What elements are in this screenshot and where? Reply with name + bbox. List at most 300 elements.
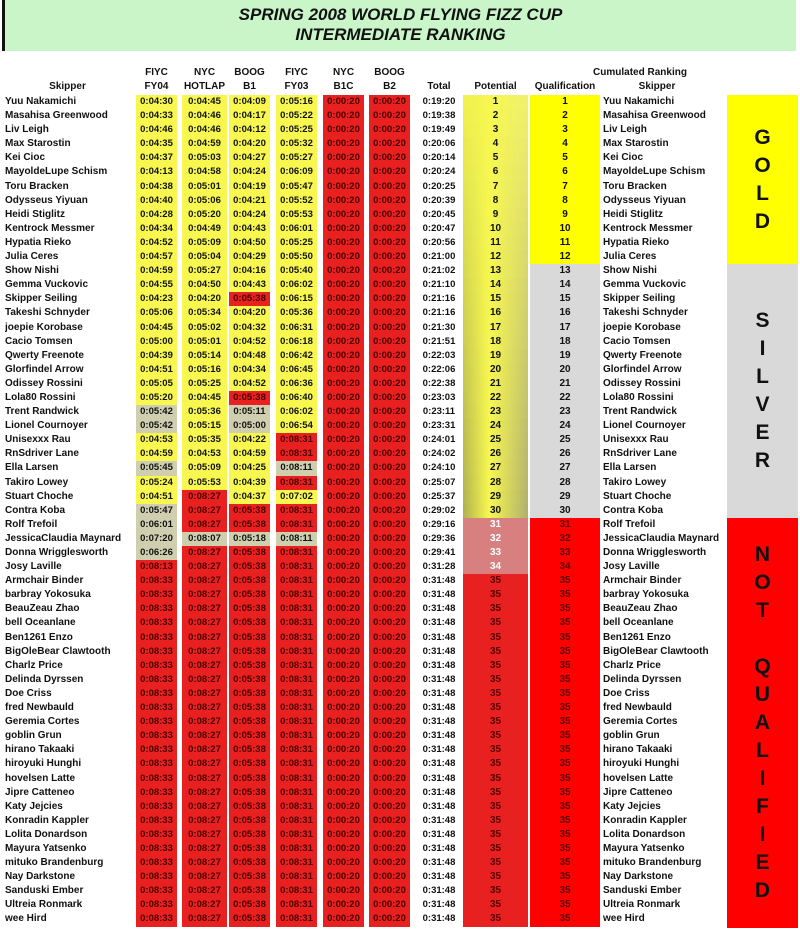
potential-rank: 35 <box>463 898 528 912</box>
race-time-5: 0:00:20 <box>323 701 364 715</box>
race-time-2: 0:04:45 <box>182 95 227 109</box>
race-time-6: 0:00:20 <box>369 476 410 490</box>
qualification-rank: 10 <box>530 222 600 236</box>
potential-rank: 30 <box>463 504 528 518</box>
race-time-1: 0:08:13 <box>136 560 177 574</box>
band-letter: L <box>756 181 769 205</box>
cumulated-skipper-name: Kentrock Messmer <box>603 222 693 234</box>
race-time-1: 0:06:26 <box>136 546 177 560</box>
potential-rank: 35 <box>463 602 528 616</box>
table-row <box>0 884 800 898</box>
skipper-name: Trent Randwick <box>5 406 79 418</box>
header-race-5-top: NYC <box>332 67 355 78</box>
race-time-6: 0:00:20 <box>369 884 410 898</box>
race-time-2: 0:08:27 <box>182 912 227 926</box>
race-time-4: 0:05:25 <box>276 123 317 137</box>
race-time-4: 0:06:18 <box>276 335 317 349</box>
total-time: 0:29:41 <box>422 547 456 558</box>
cumulated-skipper-name: hiroyuki Hunghi <box>603 758 680 770</box>
qualification-rank: 9 <box>530 208 600 222</box>
race-time-3: 0:04:34 <box>229 363 270 377</box>
race-time-4: 0:05:53 <box>276 208 317 222</box>
potential-rank: 35 <box>463 757 528 771</box>
skipper-name: Mayura Yatsenko <box>5 842 87 854</box>
race-time-6: 0:00:20 <box>369 292 410 306</box>
race-time-4: 0:08:31 <box>276 828 317 842</box>
qualification-rank: 35 <box>530 912 600 926</box>
race-time-3: 0:04:09 <box>229 95 270 109</box>
race-time-4: 0:08:31 <box>276 476 317 490</box>
race-time-6: 0:00:20 <box>369 377 410 391</box>
potential-rank: 5 <box>463 151 528 165</box>
race-time-3: 0:05:00 <box>229 419 270 433</box>
race-time-1: 0:05:42 <box>136 405 177 419</box>
race-time-6: 0:00:20 <box>369 123 410 137</box>
race-time-2: 0:05:09 <box>182 236 227 250</box>
race-time-6: 0:00:20 <box>369 786 410 800</box>
race-time-2: 0:08:27 <box>182 645 227 659</box>
header-qualification: Qualification <box>534 81 596 92</box>
cumulated-skipper-name: Stuart Choche <box>603 490 672 502</box>
race-time-1: 0:08:33 <box>136 687 177 701</box>
race-time-4: 0:08:31 <box>276 546 317 560</box>
race-time-3: 0:05:38 <box>229 757 270 771</box>
skipper-name: Cacio Tomsen <box>5 335 73 347</box>
table-row <box>0 194 800 208</box>
race-time-6: 0:00:20 <box>369 588 410 602</box>
race-time-2: 0:05:25 <box>182 377 227 391</box>
race-time-1: 0:04:52 <box>136 236 177 250</box>
total-time: 0:29:36 <box>422 532 456 544</box>
potential-rank: 35 <box>463 574 528 588</box>
skipper-name: Delinda Dyrssen <box>5 673 84 685</box>
skipper-name: BigOleBear Clawtooth <box>5 645 111 657</box>
race-time-6: 0:00:20 <box>369 898 410 912</box>
total-time: 0:19:20 <box>422 96 456 107</box>
race-time-4: 0:08:31 <box>276 743 317 757</box>
total-time: 0:31:48 <box>422 716 456 728</box>
total-time: 0:20:45 <box>422 208 456 220</box>
table-row <box>0 236 800 250</box>
race-time-3: 0:04:24 <box>229 208 270 222</box>
skipper-name: mituko Brandenburg <box>5 857 104 869</box>
race-time-4: 0:08:31 <box>276 856 317 870</box>
skipper-name: Glorfindel Arrow <box>5 363 84 375</box>
race-time-4: 0:06:02 <box>276 278 317 292</box>
cumulated-skipper-name: barbray Yokosuka <box>603 589 689 601</box>
race-time-6: 0:00:20 <box>369 278 410 292</box>
race-time-4: 0:06:40 <box>276 391 317 405</box>
race-time-2: 0:08:27 <box>182 518 227 532</box>
race-time-6: 0:00:20 <box>369 532 410 546</box>
race-time-4: 0:05:36 <box>276 306 317 320</box>
band-letter: I <box>759 337 766 360</box>
potential-rank: 35 <box>463 842 528 856</box>
total-time: 0:31:48 <box>422 857 456 869</box>
race-time-2: 0:05:34 <box>182 306 227 320</box>
cumulated-skipper-name: Qwerty Freenote <box>603 349 682 361</box>
header-race-2-top: NYC <box>193 67 216 78</box>
race-time-5: 0:00:20 <box>323 532 364 546</box>
potential-rank: 35 <box>463 814 528 828</box>
band-letter: E <box>755 851 770 874</box>
potential-rank: 35 <box>463 856 528 870</box>
race-time-5: 0:00:20 <box>323 476 364 490</box>
table-row <box>0 912 800 926</box>
race-time-1: 0:06:01 <box>136 518 177 532</box>
total-time: 0:29:02 <box>422 504 456 516</box>
race-time-4: 0:08:31 <box>276 814 317 828</box>
race-time-3: 0:05:38 <box>229 391 270 405</box>
race-time-4: 0:08:31 <box>276 884 317 898</box>
skipper-name: Lolita Donardson <box>5 828 88 840</box>
race-time-1: 0:05:24 <box>136 476 177 490</box>
band-letter: Q <box>754 655 771 678</box>
total-time: 0:31:48 <box>422 617 456 629</box>
skipper-name: Heidi Stiglitz <box>5 208 65 220</box>
race-time-5: 0:00:20 <box>323 461 364 475</box>
race-time-2: 0:08:27 <box>182 504 227 518</box>
race-time-5: 0:00:20 <box>323 306 364 320</box>
race-time-4: 0:08:31 <box>276 631 317 645</box>
race-time-5: 0:00:20 <box>323 165 364 179</box>
race-time-5: 0:00:20 <box>323 743 364 757</box>
table-row <box>0 419 800 433</box>
race-time-5: 0:00:20 <box>323 194 364 208</box>
cumulated-skipper-name: bell Oceanlane <box>603 617 674 629</box>
cumulated-skipper-name: Lola80 Rossini <box>603 391 674 403</box>
band-letter: O <box>754 153 771 177</box>
table-row <box>0 278 800 292</box>
race-time-2: 0:08:27 <box>182 715 227 729</box>
potential-rank: 20 <box>463 363 528 377</box>
qualification-rank: 28 <box>530 476 600 490</box>
potential-rank: 35 <box>463 645 528 659</box>
race-time-3: 0:05:38 <box>229 645 270 659</box>
ranking-table <box>0 95 800 927</box>
total-time: 0:31:28 <box>422 561 456 573</box>
potential-rank: 9 <box>463 208 528 222</box>
race-time-1: 0:04:40 <box>136 194 177 208</box>
table-header <box>0 66 800 94</box>
skipper-name: Konradin Kappler <box>5 814 89 826</box>
table-row <box>0 109 800 123</box>
race-time-6: 0:00:20 <box>369 391 410 405</box>
race-time-2: 0:04:49 <box>182 222 227 236</box>
band-letter: I <box>759 823 766 846</box>
qualification-rank: 35 <box>530 574 600 588</box>
band-letter: F <box>756 795 769 818</box>
table-row <box>0 828 800 842</box>
race-time-5: 0:00:20 <box>323 123 364 137</box>
race-time-4: 0:05:40 <box>276 264 317 278</box>
total-time: 0:22:38 <box>422 377 456 389</box>
race-time-1: 0:05:20 <box>136 391 177 405</box>
potential-rank: 13 <box>463 264 528 278</box>
qualification-rank: 35 <box>530 828 600 842</box>
qualification-rank: 8 <box>530 194 600 208</box>
race-time-3: 0:05:38 <box>229 659 270 673</box>
race-time-3: 0:04:52 <box>229 335 270 349</box>
cumulated-skipper-name: Takeshi Schnyder <box>603 307 688 319</box>
table-row <box>0 306 800 320</box>
race-time-6: 0:00:20 <box>369 137 410 151</box>
skipper-name: Katy Jejcies <box>5 800 63 812</box>
race-time-6: 0:00:20 <box>369 194 410 208</box>
race-time-2: 0:04:46 <box>182 109 227 123</box>
total-time: 0:19:38 <box>422 110 456 122</box>
band-gold <box>727 95 798 264</box>
qualification-rank: 14 <box>530 278 600 292</box>
race-time-2: 0:08:27 <box>182 701 227 715</box>
skipper-name: Donna Wrigglesworth <box>5 547 109 558</box>
race-time-5: 0:00:20 <box>323 757 364 771</box>
total-time: 0:20:24 <box>422 166 456 178</box>
table-row <box>0 180 800 194</box>
race-time-4: 0:06:02 <box>276 405 317 419</box>
race-time-1: 0:05:06 <box>136 306 177 320</box>
race-time-2: 0:04:46 <box>182 123 227 137</box>
table-row <box>0 602 800 616</box>
cumulated-skipper-name: Mayura Yatsenko <box>603 842 685 854</box>
race-time-3: 0:05:38 <box>229 560 270 574</box>
cumulated-skipper-name: goblin Grun <box>603 730 660 742</box>
band-letter <box>760 625 766 653</box>
race-time-4: 0:08:31 <box>276 687 317 701</box>
table-row <box>0 137 800 151</box>
table-row <box>0 701 800 715</box>
race-time-3: 0:05:38 <box>229 842 270 856</box>
race-time-5: 0:00:20 <box>323 870 364 884</box>
skipper-name: Geremia Cortes <box>5 716 80 728</box>
skipper-name: Armchair Binder <box>5 575 84 587</box>
qualification-rank: 7 <box>530 180 600 194</box>
potential-rank: 35 <box>463 616 528 630</box>
total-time: 0:31:48 <box>422 575 456 587</box>
skipper-name: hiroyuki Hunghi <box>5 758 82 770</box>
total-time: 0:31:48 <box>422 702 456 714</box>
race-time-2: 0:08:27 <box>182 588 227 602</box>
skipper-name: JessicaClaudia Maynard <box>5 532 122 544</box>
table-row <box>0 814 800 828</box>
race-time-1: 0:04:51 <box>136 490 177 504</box>
table-row <box>0 729 800 743</box>
header-race-6-top: BOOG <box>374 67 405 78</box>
race-time-5: 0:00:20 <box>323 560 364 574</box>
title-banner <box>2 0 796 51</box>
race-time-1: 0:04:34 <box>136 222 177 236</box>
race-time-2: 0:05:09 <box>182 461 227 475</box>
qualification-rank: 19 <box>530 349 600 363</box>
qualification-rank: 35 <box>530 870 600 884</box>
race-time-6: 0:00:20 <box>369 828 410 842</box>
table-row <box>0 349 800 363</box>
race-time-1: 0:04:35 <box>136 137 177 151</box>
race-time-5: 0:00:20 <box>323 687 364 701</box>
race-time-4: 0:08:31 <box>276 673 317 687</box>
race-time-5: 0:00:20 <box>323 729 364 743</box>
race-time-3: 0:04:59 <box>229 447 270 461</box>
qualification-rank: 35 <box>530 800 600 814</box>
race-time-6: 0:00:20 <box>369 757 410 771</box>
race-time-6: 0:00:20 <box>369 631 410 645</box>
race-time-5: 0:00:20 <box>323 574 364 588</box>
race-time-3: 0:05:38 <box>229 786 270 800</box>
skipper-name: Lionel Cournoyer <box>5 420 88 432</box>
cumulated-skipper-name: Yuu Nakamichi <box>603 96 675 107</box>
total-time: 0:20:39 <box>422 194 456 206</box>
potential-rank: 8 <box>463 194 528 208</box>
race-time-3: 0:05:38 <box>229 884 270 898</box>
header-race-6-bottom: B2 <box>383 81 396 92</box>
band-letter: O <box>754 571 771 594</box>
table-row <box>0 532 800 546</box>
table-row <box>0 321 800 335</box>
table-row <box>0 772 800 786</box>
race-time-6: 0:00:20 <box>369 236 410 250</box>
race-time-2: 0:08:27 <box>182 884 227 898</box>
race-time-5: 0:00:20 <box>323 786 364 800</box>
race-time-1: 0:05:47 <box>136 504 177 518</box>
race-time-2: 0:08:27 <box>182 560 227 574</box>
potential-rank: 18 <box>463 335 528 349</box>
race-time-4: 0:05:47 <box>276 180 317 194</box>
race-time-2: 0:05:53 <box>182 476 227 490</box>
race-time-3: 0:05:11 <box>229 405 270 419</box>
qualification-rank: 35 <box>530 884 600 898</box>
skipper-name: Julia Ceres <box>5 251 59 263</box>
cumulated-skipper-name: Armchair Binder <box>603 575 682 587</box>
race-time-6: 0:00:20 <box>369 616 410 630</box>
race-time-2: 0:08:27 <box>182 602 227 616</box>
race-time-5: 0:00:20 <box>323 236 364 250</box>
race-time-2: 0:05:16 <box>182 363 227 377</box>
total-time: 0:23:31 <box>422 420 456 432</box>
race-time-2: 0:08:27 <box>182 828 227 842</box>
race-time-5: 0:00:20 <box>323 800 364 814</box>
qualification-rank: 18 <box>530 335 600 349</box>
race-time-2: 0:04:58 <box>182 165 227 179</box>
race-time-3: 0:04:16 <box>229 264 270 278</box>
race-time-3: 0:04:32 <box>229 321 270 335</box>
header-race-4-bottom: FY03 <box>284 81 309 92</box>
race-time-1: 0:04:33 <box>136 109 177 123</box>
race-time-5: 0:00:20 <box>323 278 364 292</box>
header-cumulated-ranking: Cumulated Ranking <box>593 67 687 78</box>
cumulated-skipper-name: Liv Leigh <box>603 124 647 136</box>
potential-rank: 35 <box>463 870 528 884</box>
cumulated-skipper-name: Konradin Kappler <box>603 814 687 826</box>
cumulated-skipper-name: Rolf Trefoil <box>603 518 656 530</box>
race-time-2: 0:05:36 <box>182 405 227 419</box>
total-time: 0:21:02 <box>422 265 456 277</box>
skipper-name: joepie Korobase <box>5 321 83 333</box>
race-time-2: 0:05:02 <box>182 321 227 335</box>
cumulated-skipper-name: Glorfindel Arrow <box>603 363 682 375</box>
skipper-name: hirano Takaaki <box>5 744 75 756</box>
potential-rank: 22 <box>463 391 528 405</box>
skipper-name: hovelsen Latte <box>5 772 76 784</box>
band-letter: E <box>755 421 770 444</box>
skipper-name: Toru Bracken <box>5 180 69 192</box>
race-time-4: 0:07:02 <box>276 490 317 504</box>
race-time-3: 0:04:29 <box>229 250 270 264</box>
race-time-1: 0:04:59 <box>136 264 177 278</box>
skipper-name: MayoldeLupe Schism <box>5 166 108 178</box>
race-time-4: 0:08:31 <box>276 602 317 616</box>
cumulated-skipper-name: Charlz Price <box>603 659 661 671</box>
race-time-3: 0:04:43 <box>229 222 270 236</box>
potential-rank: 35 <box>463 729 528 743</box>
race-time-4: 0:08:31 <box>276 870 317 884</box>
race-time-1: 0:08:33 <box>136 659 177 673</box>
race-time-3: 0:04:20 <box>229 306 270 320</box>
race-time-1: 0:08:33 <box>136 715 177 729</box>
race-time-4: 0:08:31 <box>276 433 317 447</box>
race-time-5: 0:00:20 <box>323 884 364 898</box>
skipper-name: Takeshi Schnyder <box>5 307 90 319</box>
potential-rank: 21 <box>463 377 528 391</box>
race-time-2: 0:04:59 <box>182 137 227 151</box>
total-time: 0:31:48 <box>422 659 456 671</box>
potential-rank: 35 <box>463 800 528 814</box>
race-time-6: 0:00:20 <box>369 772 410 786</box>
cumulated-skipper-name: mituko Brandenburg <box>603 857 702 869</box>
qualification-rank: 35 <box>530 743 600 757</box>
race-time-2: 0:04:53 <box>182 447 227 461</box>
total-time: 0:31:48 <box>422 842 456 854</box>
qualification-rank: 13 <box>530 264 600 278</box>
race-time-6: 0:00:20 <box>369 729 410 743</box>
race-time-6: 0:00:20 <box>369 165 410 179</box>
potential-rank: 35 <box>463 828 528 842</box>
race-time-6: 0:00:20 <box>369 602 410 616</box>
qualification-rank: 21 <box>530 377 600 391</box>
race-time-4: 0:08:31 <box>276 898 317 912</box>
race-time-4: 0:06:54 <box>276 419 317 433</box>
skipper-name: Skipper Seiling <box>5 293 78 305</box>
cumulated-skipper-name: Show Nishi <box>603 265 657 277</box>
race-time-3: 0:04:52 <box>229 377 270 391</box>
race-time-3: 0:05:38 <box>229 856 270 870</box>
race-time-4: 0:08:11 <box>276 532 317 546</box>
race-time-5: 0:00:20 <box>323 631 364 645</box>
total-time: 0:31:48 <box>422 673 456 685</box>
race-time-3: 0:05:38 <box>229 828 270 842</box>
race-time-4: 0:08:11 <box>276 461 317 475</box>
race-time-1: 0:08:33 <box>136 645 177 659</box>
potential-rank: 11 <box>463 236 528 250</box>
table-row <box>0 856 800 870</box>
table-row <box>0 631 800 645</box>
race-time-6: 0:00:20 <box>369 645 410 659</box>
race-time-3: 0:05:38 <box>229 518 270 532</box>
table-row <box>0 504 800 518</box>
race-time-4: 0:06:15 <box>276 292 317 306</box>
race-time-1: 0:04:28 <box>136 208 177 222</box>
race-time-3: 0:05:38 <box>229 800 270 814</box>
table-row <box>0 673 800 687</box>
race-time-5: 0:00:20 <box>323 264 364 278</box>
band-letter: T <box>756 599 769 622</box>
skipper-name: barbray Yokosuka <box>5 589 91 601</box>
race-time-6: 0:00:20 <box>369 208 410 222</box>
race-time-5: 0:00:20 <box>323 856 364 870</box>
total-time: 0:21:51 <box>422 335 456 347</box>
qualification-rank: 33 <box>530 546 600 560</box>
race-time-3: 0:05:38 <box>229 814 270 828</box>
race-time-6: 0:00:20 <box>369 306 410 320</box>
